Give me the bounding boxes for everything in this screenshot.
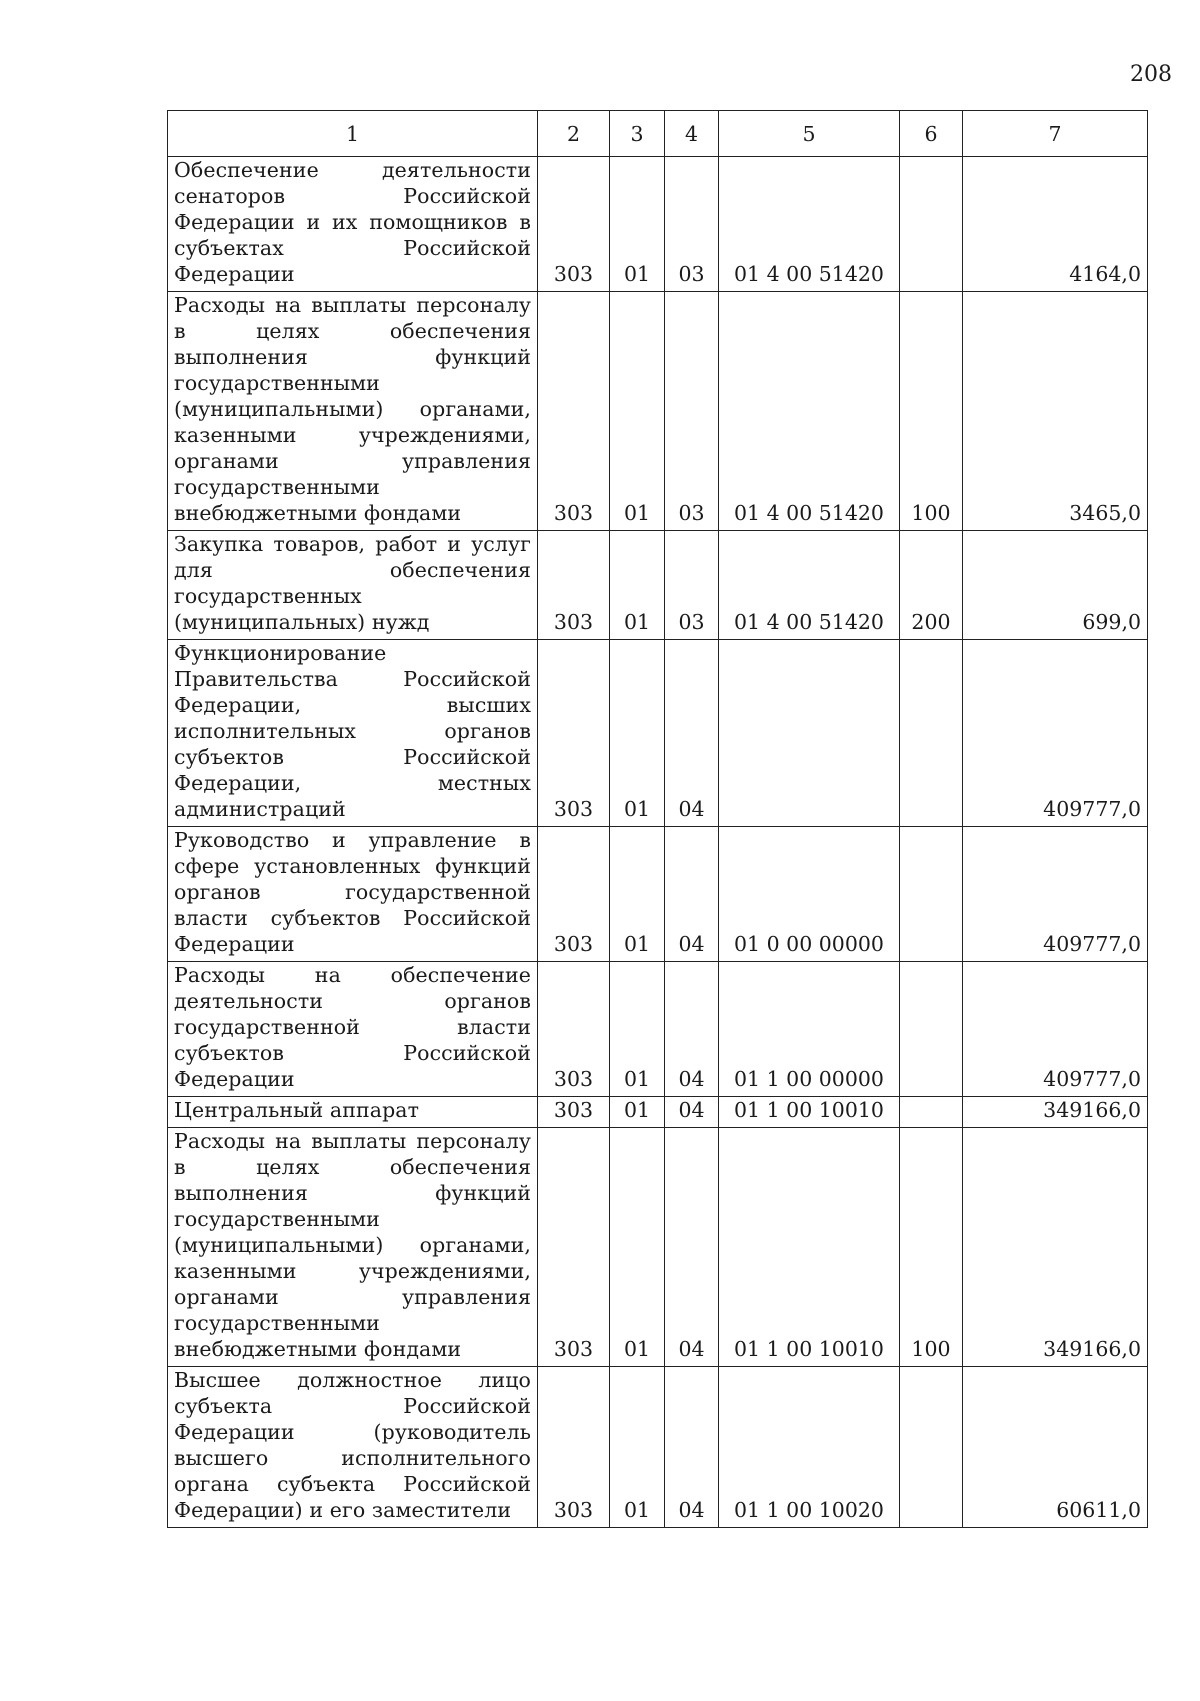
page-number: 208 xyxy=(1130,62,1172,87)
row-name: Центральный аппарат xyxy=(168,1097,538,1128)
row-ministry-code: 303 xyxy=(538,962,610,1097)
row-amount: 4164,0 xyxy=(963,157,1148,292)
row-ministry-code: 303 xyxy=(538,531,610,640)
row-expense-type: 200 xyxy=(900,531,963,640)
table-row xyxy=(168,827,1148,962)
row-subsection-code: 04 xyxy=(665,1128,719,1367)
row-target-code: 01 4 00 51420 xyxy=(719,292,900,531)
row-amount: 349166,0 xyxy=(963,1097,1148,1128)
column-header: 1 xyxy=(168,111,538,157)
row-section-code: 01 xyxy=(610,157,665,292)
row-name: Обеспечение деятельности сенаторов Российской Федерации и их помощников в субъектах Российской Федерации xyxy=(168,157,538,292)
row-target-code: 01 0 00 00000 xyxy=(719,827,900,962)
table-row xyxy=(168,1128,1148,1367)
row-target-code xyxy=(719,640,900,827)
row-expense-type xyxy=(900,827,963,962)
row-name: Функционирование Правительства Российской Федерации, высших исполнительных органов субъектов Российской Федерации, местных администраций xyxy=(168,640,538,827)
row-expense-type: 100 xyxy=(900,292,963,531)
row-ministry-code: 303 xyxy=(538,640,610,827)
row-target-code: 01 4 00 51420 xyxy=(719,531,900,640)
budget-table xyxy=(167,110,1148,1528)
row-amount: 349166,0 xyxy=(963,1128,1148,1367)
row-ministry-code: 303 xyxy=(538,157,610,292)
row-ministry-code: 303 xyxy=(538,827,610,962)
table-row xyxy=(168,531,1148,640)
row-subsection-code: 04 xyxy=(665,1097,719,1128)
row-name: Руководство и управление в сфере установленных функций органов государственной власти субъектов Российской Федерации xyxy=(168,827,538,962)
table-row xyxy=(168,157,1148,292)
row-amount: 409777,0 xyxy=(963,827,1148,962)
column-header: 6 xyxy=(900,111,963,157)
row-subsection-code: 03 xyxy=(665,157,719,292)
column-header: 5 xyxy=(719,111,900,157)
row-subsection-code: 03 xyxy=(665,292,719,531)
column-header: 3 xyxy=(610,111,665,157)
row-section-code: 01 xyxy=(610,292,665,531)
table-row xyxy=(168,962,1148,1097)
row-target-code: 01 1 00 10010 xyxy=(719,1128,900,1367)
row-subsection-code: 04 xyxy=(665,1367,719,1528)
row-section-code: 01 xyxy=(610,1097,665,1128)
row-subsection-code: 04 xyxy=(665,827,719,962)
row-expense-type xyxy=(900,157,963,292)
row-ministry-code: 303 xyxy=(538,1128,610,1367)
row-amount: 699,0 xyxy=(963,531,1148,640)
row-name: Высшее должностное лицо субъекта Российской Федерации (руководитель высшего исполнительного органа субъекта Российской Федерации) и его заместители xyxy=(168,1367,538,1528)
row-expense-type: 100 xyxy=(900,1128,963,1367)
row-expense-type xyxy=(900,1367,963,1528)
column-header: 7 xyxy=(963,111,1148,157)
row-name: Расходы на обеспечение деятельности органов государственной власти субъектов Российской Федерации xyxy=(168,962,538,1097)
row-name: Закупка товаров, работ и услуг для обеспечения государственных (муниципальных) нужд xyxy=(168,531,538,640)
row-expense-type xyxy=(900,640,963,827)
row-amount: 409777,0 xyxy=(963,962,1148,1097)
row-name: Расходы на выплаты персоналу в целях обеспечения выполнения функций государственными (муниципальными) органами, казенными учреждениями, органами управления государственными внебюджетными фондами xyxy=(168,292,538,531)
row-amount: 60611,0 xyxy=(963,1367,1148,1528)
table-row xyxy=(168,640,1148,827)
row-section-code: 01 xyxy=(610,1128,665,1367)
row-target-code: 01 1 00 10020 xyxy=(719,1367,900,1528)
table-row xyxy=(168,1097,1148,1128)
row-name: Расходы на выплаты персоналу в целях обеспечения выполнения функций государственными (муниципальными) органами, казенными учреждениями, органами управления государственными внебюджетными фондами xyxy=(168,1128,538,1367)
row-section-code: 01 xyxy=(610,531,665,640)
row-target-code: 01 4 00 51420 xyxy=(719,157,900,292)
table-row xyxy=(168,1367,1148,1528)
row-expense-type xyxy=(900,962,963,1097)
row-target-code: 01 1 00 00000 xyxy=(719,962,900,1097)
table-row xyxy=(168,292,1148,531)
row-target-code: 01 1 00 10010 xyxy=(719,1097,900,1128)
row-section-code: 01 xyxy=(610,640,665,827)
row-ministry-code: 303 xyxy=(538,1367,610,1528)
row-subsection-code: 03 xyxy=(665,531,719,640)
row-amount: 409777,0 xyxy=(963,640,1148,827)
column-header: 4 xyxy=(665,111,719,157)
column-header: 2 xyxy=(538,111,610,157)
table-header-row xyxy=(168,111,1148,157)
row-expense-type xyxy=(900,1097,963,1128)
row-subsection-code: 04 xyxy=(665,962,719,1097)
row-section-code: 01 xyxy=(610,1367,665,1528)
row-section-code: 01 xyxy=(610,962,665,1097)
row-ministry-code: 303 xyxy=(538,1097,610,1128)
row-section-code: 01 xyxy=(610,827,665,962)
row-subsection-code: 04 xyxy=(665,640,719,827)
row-ministry-code: 303 xyxy=(538,292,610,531)
row-amount: 3465,0 xyxy=(963,292,1148,531)
